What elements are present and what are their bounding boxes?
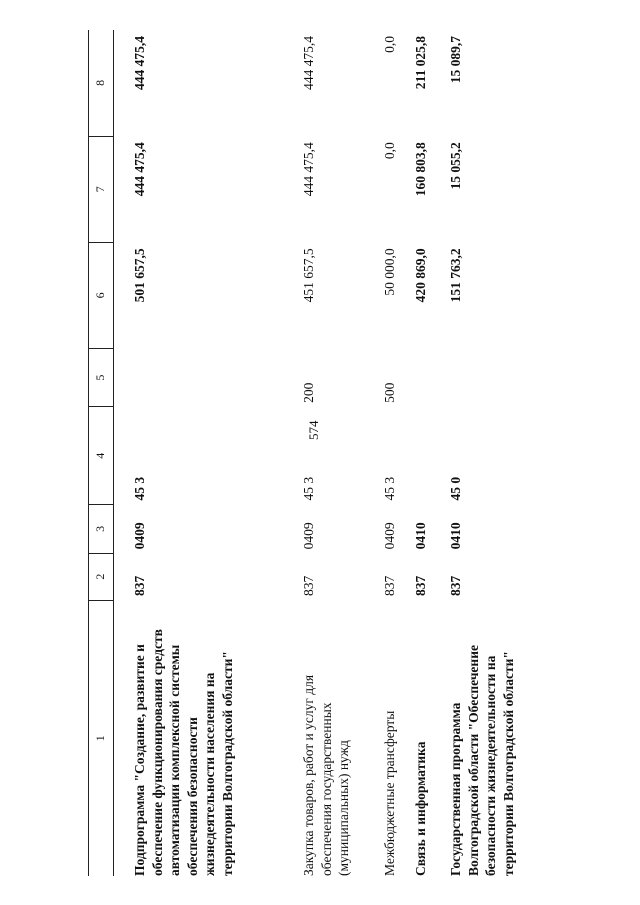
- cell-target-code: 45 3: [301, 476, 316, 501]
- cell-amount-year-2: 15 055,2: [448, 142, 463, 190]
- row-name: Государственная программа Волгоградской области "Обеспечение безопасности жизнедеятельности на территории Волгоградской области": [448, 645, 516, 876]
- header-col-3: 3: [89, 505, 114, 554]
- table-row: [126, 30, 295, 876]
- header-col-6: 6: [89, 242, 114, 348]
- cell-ministry-code: 837: [413, 575, 428, 597]
- cell-section-code: 0409: [301, 522, 316, 550]
- header-col-4: 4: [89, 407, 114, 505]
- cell-target-code: 45 3: [132, 476, 147, 501]
- cell-amount-year-3: 15 089,7: [448, 36, 463, 84]
- cell-target-code: 45 0: [448, 476, 463, 501]
- page-number: 574: [306, 420, 321, 440]
- cell-amount-year-2: 444 475,4: [301, 142, 316, 197]
- cell-amount-year-1: 420 869,0: [413, 248, 428, 303]
- cell-section-code: 0409: [382, 522, 397, 550]
- cell-amount-year-3: 444 475,4: [132, 36, 147, 90]
- row-name: Межбюджетные трансферты: [382, 710, 397, 876]
- cell-ministry-code: 837: [301, 575, 316, 597]
- cell-expense-type: [126, 348, 295, 406]
- cell-ministry-code: 837: [132, 575, 147, 597]
- cell-expense-type: [442, 348, 527, 406]
- cell-amount-year-1: 50 000,0: [382, 248, 397, 296]
- cell-amount-year-1: 451 657,5: [301, 248, 316, 303]
- row-name: Закупка товаров, работ и услуг для обеспечения государственных (муниципальных) нужд: [301, 674, 352, 876]
- row-name: Связь и информатика: [413, 741, 428, 876]
- cell-ministry-code: 837: [382, 575, 397, 597]
- header-col-8: 8: [89, 30, 114, 136]
- cell-amount-year-2: 0,0: [382, 142, 397, 160]
- budget-table: [88, 30, 527, 876]
- cell-expense-type: 200: [301, 382, 316, 403]
- cell-amount-year-2: 444 475,4: [132, 142, 147, 197]
- table-row: [376, 30, 407, 876]
- cell-target-code: [407, 407, 442, 505]
- cell-amount-year-2: 160 803,8: [413, 142, 428, 197]
- cell-ministry-code: 837: [448, 575, 463, 597]
- header-col-5: 5: [89, 348, 114, 406]
- header-col-7: 7: [89, 136, 114, 242]
- rotated-table-container: [88, 30, 528, 876]
- header-row: [89, 30, 114, 876]
- row-name: Подпрограмма "Создание, развитие и обеспечение функционирования средств автоматизации комплексной системы обеспечения безопасности жизнедеятельности населения на территории Волгоградской области": [132, 629, 235, 876]
- table-row: [295, 30, 376, 876]
- cell-amount-year-1: 151 763,2: [448, 248, 463, 303]
- header-col-2: 2: [89, 553, 114, 600]
- cell-amount-year-1: 501 657,5: [132, 248, 147, 303]
- cell-target-code: 45 3: [382, 476, 397, 501]
- cell-expense-type: [407, 348, 442, 406]
- table-row: [442, 30, 527, 876]
- cell-amount-year-3: 444 475,4: [301, 36, 316, 90]
- header-col-1: 1: [89, 600, 114, 876]
- cell-section-code: 0410: [413, 522, 428, 550]
- cell-amount-year-3: 0,0: [382, 36, 397, 53]
- cell-section-code: 0409: [132, 522, 147, 550]
- cell-expense-type: 500: [382, 382, 397, 403]
- cell-section-code: 0410: [448, 522, 463, 550]
- cell-amount-year-3: 211 025,8: [413, 36, 428, 90]
- table-row: [407, 30, 442, 876]
